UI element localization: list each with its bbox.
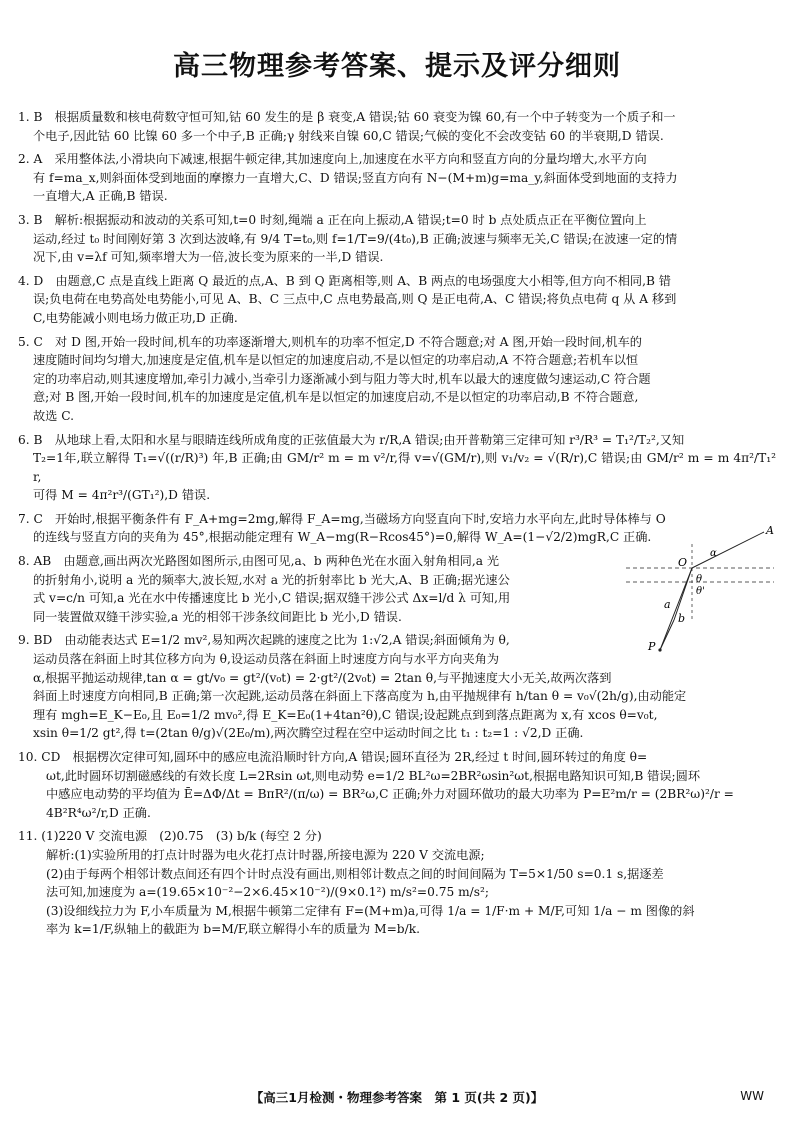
label-a-upper: A — [766, 524, 774, 537]
item-text-line: α,根据平抛运动规律,tan α = gt/v₀ = gt²/(v₀t) = 2·gt²/(2v₀t) = 2tan θ,与平抛速度大小无关,故两次落到 — [33, 670, 612, 685]
answer-item-2 — [18, 150, 776, 206]
answer-item-6 — [18, 431, 776, 505]
item-text-line: 式 v=c/n 可知,a 光在水中传播速度比 b 光小,C 错误;据双缝干涉公式 Δx=l/d λ 可知,用 — [33, 591, 511, 606]
answer-item-11 — [18, 827, 776, 939]
page-title: 高三物理参考答案、提示及评分细则 — [173, 51, 621, 82]
item-text-line: 的折射角小,说明 a 光的频率大,波长短,水对 a 光的折射率比 b 光大,A、B 正确;据光速公 — [33, 572, 510, 587]
item-text-line: 解析:(1)实验所用的打点计时器为电火花打点计时器,所接电源为 220 V 交流电源; — [46, 847, 485, 862]
item-text-line: 同一装置做双缝干涉实验,a 光的相邻干涉条纹间距比 b 光小,D 错误. — [33, 609, 402, 624]
item-text-line: 况下,由 v=λf 可知,频率增大为一倍,波长变为原来的一半,D 错误. — [33, 250, 384, 265]
item-text-line: 误;负电荷在电势高处电势能小,可见 A、B、C 三点中,C 点电势最高,则 Q 是正电荷,A、C 错误;将负点电荷 q 从 A 移到 — [33, 292, 677, 307]
answer-item-3 — [18, 211, 776, 267]
item-text-line: ωt,此时圆环切割磁感线的有效长度 L=2Rsin ωt,则电动势 e=1/2 BL²ω=2BR²ωsin²ωt,根据电路知识可知,B 错误;圆环 — [46, 768, 701, 783]
answer-item-4 — [18, 272, 776, 328]
item-text-line: xsin θ=1/2 gt²,得 t=(2tan θ/g)√(2E₀/m),两次腾空过程在空中运动时间之比 t₁ : t₂=1 : √2,D 正确. — [33, 726, 584, 741]
incident-ray — [692, 532, 764, 568]
item-text-line: 1. B 根据质量数和核电荷数守恒可知,钴 60 发生的是 β 衰变,A 错误;钴 60 衰变为镍 60,有一个中子转变为一个质子和一 — [18, 110, 676, 124]
item-text-line: C,电势能减小则电场力做正功,D 正确. — [33, 310, 238, 325]
label-b-ray: b — [678, 612, 686, 625]
label-p: P — [648, 640, 656, 652]
item-text-line: 4B²R⁴ω²/r,D 正确. — [46, 805, 151, 820]
item-text-line: 斜面上时速度方向相同,B 正确;第一次起跳,运动员落在斜面上下落高度为 h,由平抛规律有 h/tan θ = v₀√(2h/g),由动能定 — [33, 689, 687, 704]
item-text-line: 法可知,加速度为 a=(19.65×10⁻²−2×6.45×10⁻²)/(9×0.1²) m/s²=0.75 m/s²; — [46, 885, 489, 900]
light-path-figure — [624, 522, 776, 652]
item-text-line: (2)由于每两个相邻计数点间还有四个计时点没有画出,则相邻计数点之间的时间间隔为 T=5×1/50 s=0.1 s,据逐差 — [46, 866, 664, 881]
item-text-line: 运动员落在斜面上时其位移方向为 θ,设运动员落在斜面上时速度方向与水平方向夹角为 — [33, 652, 500, 667]
answer-item-8 — [18, 552, 618, 626]
ray-to-p — [660, 620, 674, 650]
item-text-line: 5. C 对 D 图,开始一段时间,机车的功率逐渐增大,则机车的功率不恒定,D 不符合题意;对 A 图,开始一段时间,机车的 — [18, 334, 642, 349]
item-text-line: 速度随时间均匀增大,加速度是定值,机车是以恒定的加速度启动,不是以恒定的功率启动,A 不符合题意;若机车以恒 — [33, 353, 639, 368]
point-p — [658, 648, 661, 651]
page-footer: 【高三1月检测・物理参考答案 第 1 页(共 2 页)】 — [250, 1090, 544, 1105]
item-text-line: 的连线与竖直方向的夹角为 45°,根据动能定理有 W_A−mg(R−Rcos45°)=0,解得 W_A=(1−√2/2)mgR,C 正确. — [33, 530, 652, 545]
item-text-line: 8. AB 由题意,画出两次光路图如图所示,由图可见,a、b 两种色光在水面入射角相同,a 光 — [18, 554, 500, 569]
label-o: O — [678, 556, 688, 569]
label-alpha: α — [710, 548, 717, 559]
item-text-line: (3)设细线拉力为 F,小车质量为 M,根据牛顿第二定律有 F=(M+m)a,可得 1/a = 1/F·m + M/F,可知 1/a − m 图像的斜 — [46, 903, 695, 918]
item-text-line: 3. B 解析:根据振动和波动的关系可知,t=0 时刻,绳端 a 正在向上振动,A 错误;t=0 时 b 点处质点正在平衡位置向上 — [18, 212, 647, 227]
item-text-line: 2. A 采用整体法,小滑块向下减速,根据牛顿定律,其加速度向上,加速度在水平方向和竖直方向的分量均增大,水平方向 — [18, 152, 647, 167]
item-text-line: 4. D 由题意,C 点是直线上距离 Q 最近的点,A、B 到 Q 距离相等,则 A、B 两点的电场强度大小相等,但方向不相同,B 错 — [18, 273, 671, 288]
label-theta: θ — [696, 574, 703, 585]
item-text-line: 运动,经过 t₀ 时间刚好第 3 次到达波峰,有 9/4 T=t₀,则 f=1/T=9/(4t₀),B 正确;波速与频率无关,C 错误;在波速一定的情 — [33, 231, 678, 246]
item-text-line: 率为 k=1/F,纵轴上的截距为 b=M/F,联立解得小车的质量为 M=b/k. — [46, 922, 420, 937]
item-text-line: 个电子,因此钴 60 比镍 60 多一个中子,B 正确;γ 射线来自镍 60,C 错误;气候的变化不会改变钴 60 的半衰期,D 错误. — [33, 128, 664, 143]
item-text-line: T₂=1年,联立解得 T₁=√((r/R)³) 年,B 正确;由 GM/r² m = m v²/r,得 v=√(GM/r),则 v₁/v₂ = √(R/r),C 错误;由 GM/r² m = m 4π²/T₁² r, — [33, 451, 776, 484]
item-text-line: 定的功率启动,则其速度增加,牵引力减小,当牵引力逐渐减小到与阻力等大时,机车以最大的速度做匀速运动,C 符合题 — [33, 371, 651, 386]
item-text-line: 可得 M = 4π²r³/(GT₁²),D 错误. — [33, 488, 211, 503]
item-text-line: 有 f=ma_x,则斜面体受到地面的摩擦力一直增大,C、D 错误;竖直方向有 N−(M+m)g=ma_y,斜面体受到地面的支持力 — [33, 170, 678, 185]
answer-item-1 — [18, 108, 776, 145]
item-text-line: 10. CD 根据楞次定律可知,圆环中的感应电流沿顺时针方向,A 错误;圆环直径为 2R,经过 t 时间,圆环转过的角度 θ= — [18, 750, 648, 764]
item-text-line: 一直增大,A 正确,B 错误. — [33, 189, 168, 204]
item-text-line: 9. BD 由动能表达式 E=1/2 mv²,易知两次起跳的速度之比为 1:√2,A 错误;斜面倾角为 θ, — [18, 633, 510, 648]
item-text-line: 7. C 开始时,根据平衡条件有 F_A+mg=2mg,解得 F_A=mg,当磁场方向竖直向下时,安培力水平向左,此时导体棒与 O — [18, 511, 666, 526]
item-text-line: 意;对 B 图,开始一段时间,机车的加速度是定值,机车是以恒定的加速度启动,不是以恒定的功率启动,B 不符合题意, — [33, 390, 639, 405]
item-text-line: 故选 C. — [33, 408, 75, 423]
answer-item-10 — [18, 748, 776, 822]
doc-code: WW — [740, 1089, 764, 1103]
label-a-ray: a — [664, 598, 671, 611]
item-text-line: 理有 mgh=E_K−E₀,且 E₀=1/2 mv₀²,得 E_K=E₀(1+4tan²θ),C 错误;设起跳点到到落点距离为 x,有 xcos θ=v₀t, — [33, 707, 658, 722]
answer-item-5 — [18, 333, 776, 426]
item-text-line: 中感应电动势的平均值为 Ē=ΔΦ/Δt = BπR²/(π/ω) = BR²ω,C 正确;外力对圆环做功的最大功率为 P=E²m/r = (2BR²ω)²/r = — [46, 787, 734, 802]
item-text-line: 6. B 从地球上看,太阳和水星与眼睛连线所成角度的正弦值最大为 r/R,A 错误;由开普勒第三定律可知 r³/R³ = T₁²/T₂²,又知 — [18, 432, 685, 447]
label-theta-prime: θ' — [696, 586, 705, 597]
item-answer-line: 11. (1)220 V 交流电源 (2)0.75 (3) b/k (每空 2 分) — [18, 829, 322, 844]
